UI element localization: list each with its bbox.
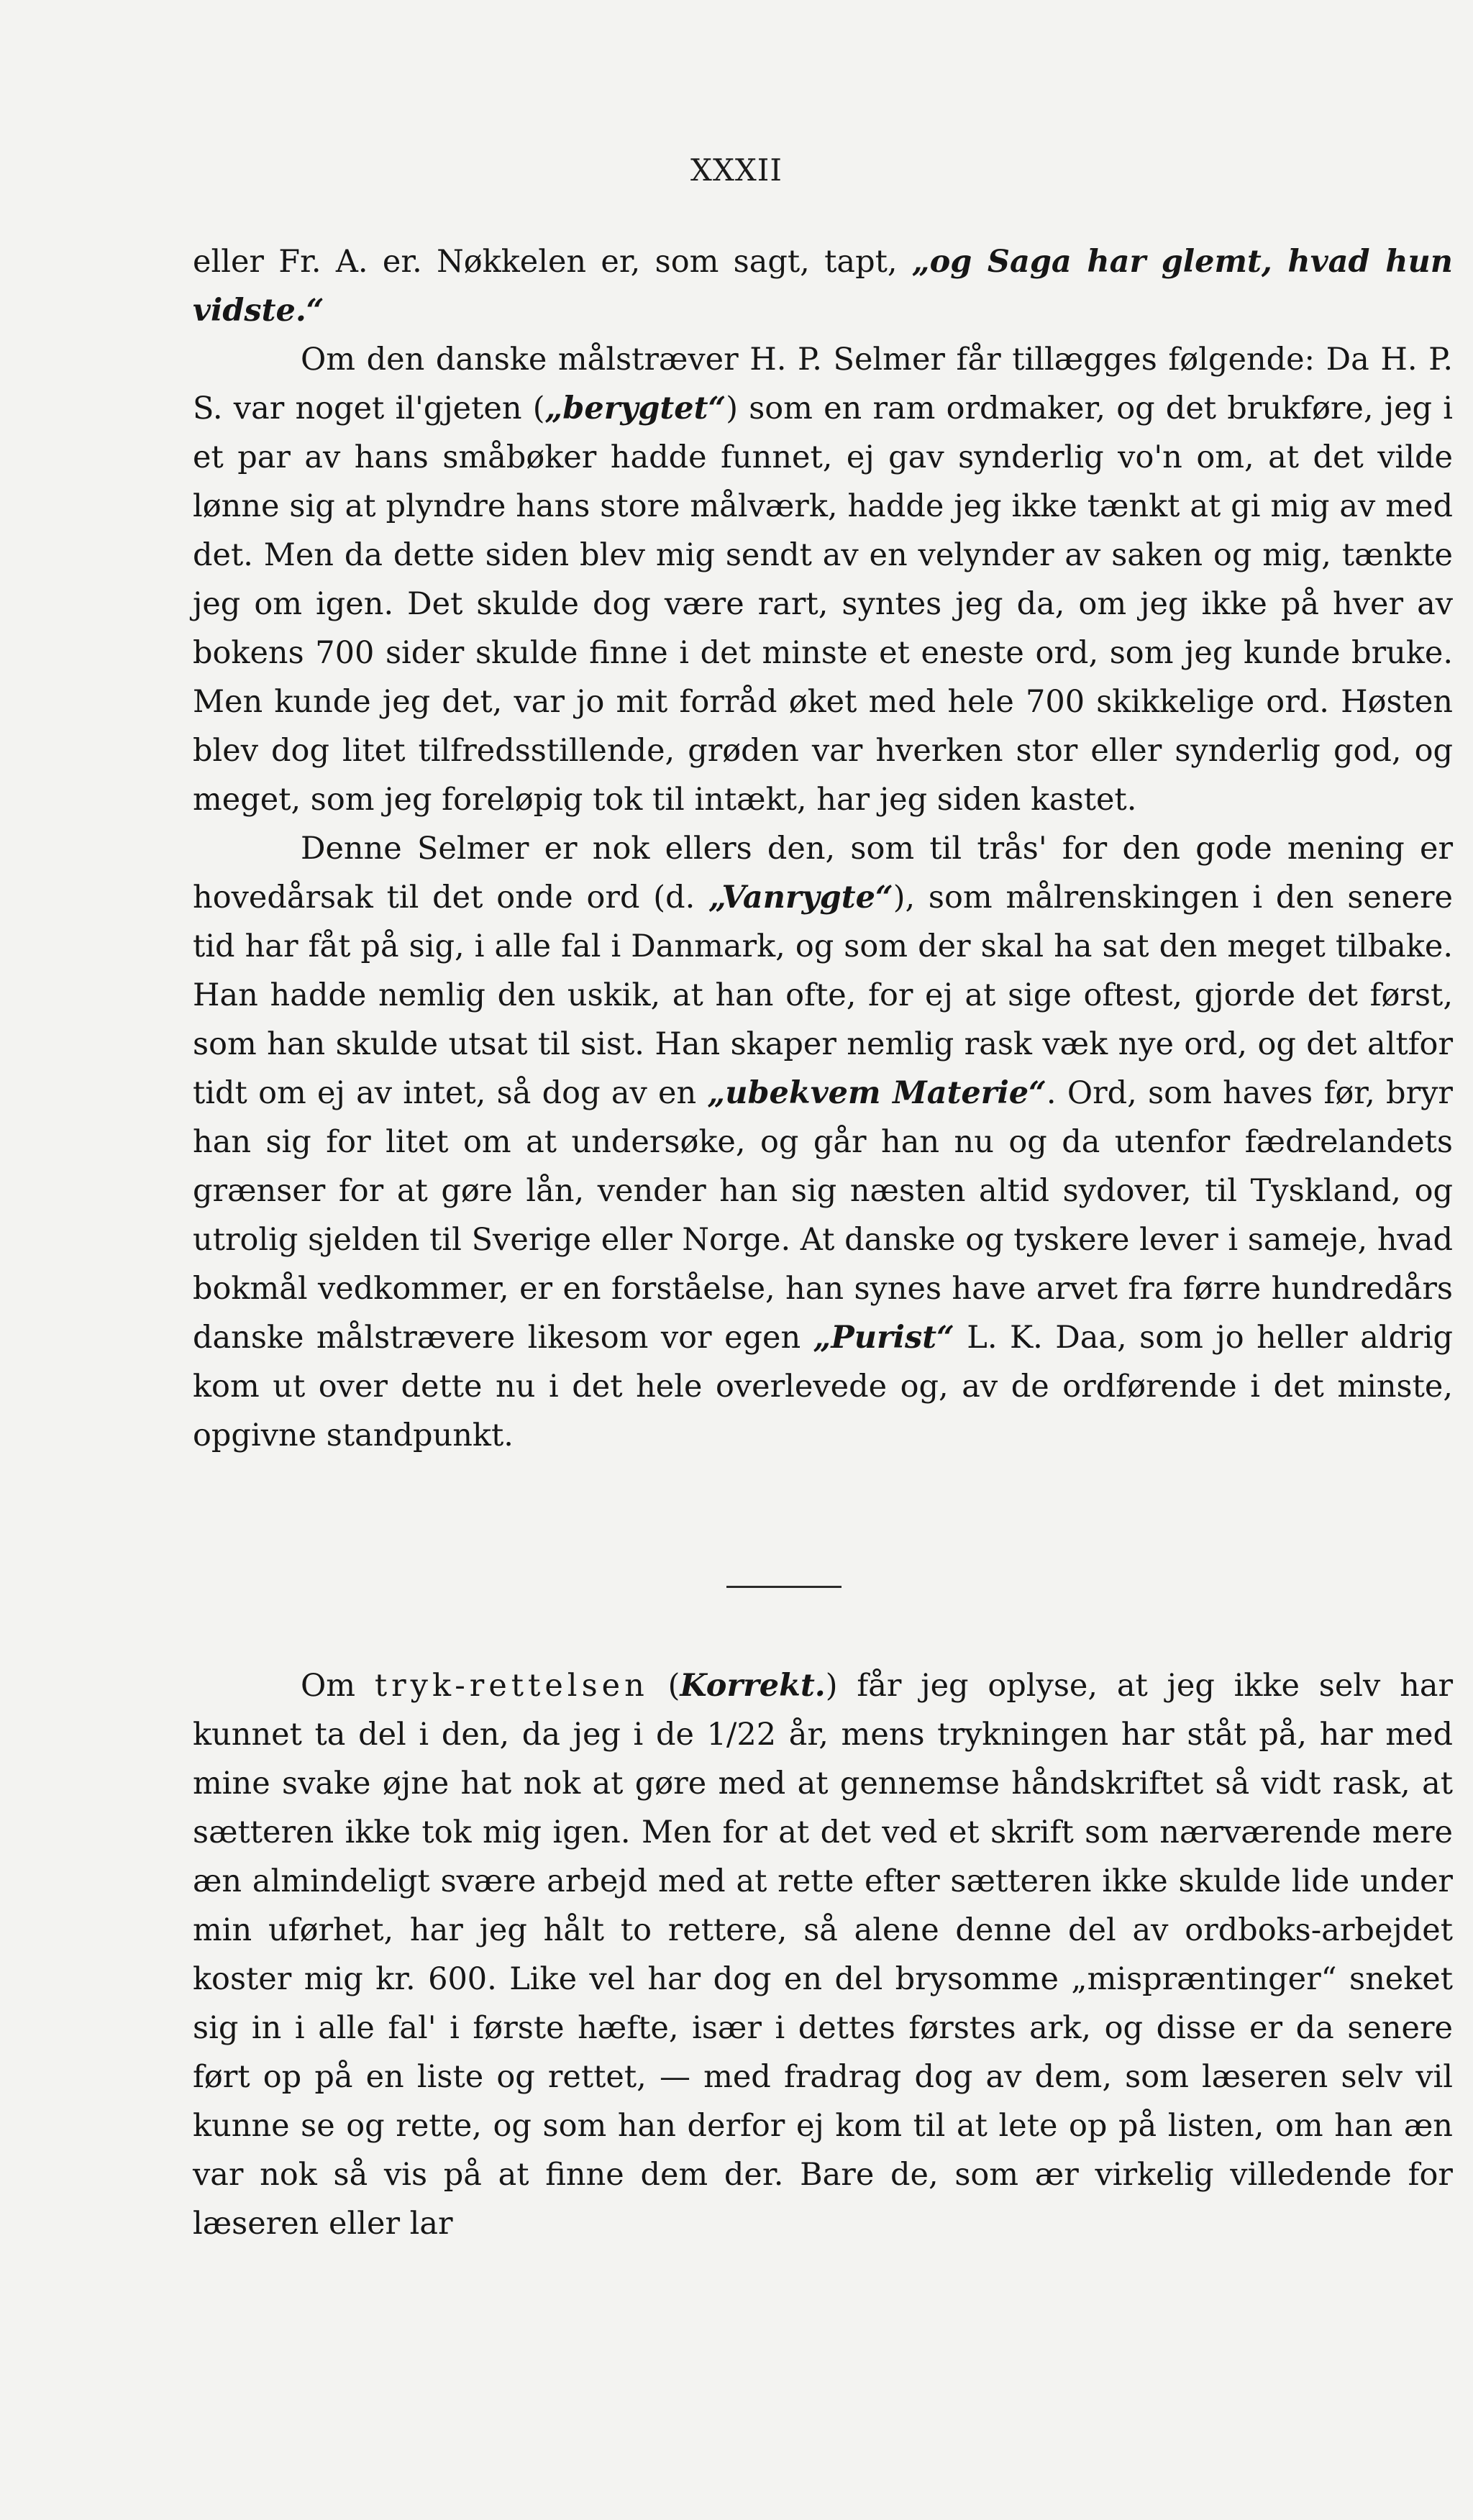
upper-text-block — [193, 237, 1453, 1460]
paragraph-3-text-start: Denne Selmer er nok ellers den, som til trås' for den gode mening er hovedårsak til det onde ord (d. — [193, 831, 1453, 916]
paragraph-1-text: eller Fr. A. er. Nøkkelen er, som sagt, tapt, — [193, 244, 912, 280]
page-number: XXXII — [690, 152, 783, 188]
paragraph-1 — [193, 237, 1453, 335]
paragraph-4-spaced-term: tryk-rettelsen — [374, 1668, 649, 1704]
paragraph-2-text-start: Om den danske målstræver H. P. Selmer får tillægges følgende: Da H. P. S. var noget il'gjeten ( — [193, 342, 1453, 426]
paragraph-4 — [193, 1661, 1453, 2248]
paragraph-3 — [193, 824, 1453, 1460]
paragraph-2-quote: „berygtet“ — [544, 391, 726, 426]
paragraph-4-text-start: Om — [301, 1668, 375, 1704]
paragraph-3-quote-3: „Purist“ — [813, 1320, 954, 1356]
paragraph-2-text-end: ) som en ram ordmaker, og det brukføre, jeg i et par av hans småbøker hadde funnet, ej gav synderlig vo'n om, at det vilde lønne sig at plyndre hans store målværk, hadde jeg ikke tænkt at gi mig av med det. Men da dette siden blev mig sendt av en velynder av saken og mig, tænkte jeg om igen. Det skulde dog være rart, syntes jeg da, om jeg ikke på hver av bokens 700 sider skulde finne i det minste et eneste ord, som jeg kunde bruke. Men kunde jeg det, var jo mit forråd øket med hele 700 skikkelige ord. Høsten blev dog litet tilfredsstillende, grøden var hverken stor eller synderlig god, og meget, som jeg foreløpig tok til intækt, har jeg siden kastet. — [193, 391, 1453, 818]
paragraph-3-text-mid: ), som målrenskingen i den senere tid har fåt på sig, i alle fal i Danmark, og som der skal ha sat den meget tilbake. Han hadde nemlig den uskik, at han ofte, for ej at sige oftest, gjorde det først, som han skulde utsat til sist. Han skaper nemlig rask væk nye ord, og det altfor tidt om ej av intet, så dog av en — [193, 880, 1453, 1111]
paragraph-3-quote-1: „Vanrygte“ — [708, 880, 893, 916]
paragraph-2 — [193, 335, 1453, 824]
paragraph-4-frak-term: Korrekt. — [680, 1668, 826, 1704]
paragraph-1-quote: „og Saga har glemt, hvad hun vidste.“ — [193, 244, 1453, 329]
paragraph-4-paren: ( — [648, 1668, 680, 1704]
section-divider — [726, 1586, 842, 1588]
paragraph-3-quote-2: „ubekvem Materie“ — [707, 1075, 1046, 1111]
paragraph-4-text-end: ) får jeg oplyse, at jeg ikke selv har kunnet ta del i den, da jeg i de 1/22 år, mens trykningen har ståt på, har med mine svake øjne hat nok at gøre med at gennemse håndskriftet så vidt rask, at sætteren ikke tok mig igen. Men for at det ved et skrift som nærværende mere æn almindeligt svære arbejd med at rette efter sætteren ikke skulde lide under min uførhet, har jeg hålt to rettere, så alene denne del av ordboks-arbejdet koster mig kr. 600. Like vel har dog en del brysomme „mispræntinger“ sneket sig in i alle fal' i første hæfte, især i dettes førstes ark, og disse er da senere ført op på en liste og rettet, — med fradrag dog av dem, som læseren selv vil kunne se og rette, og som han derfor ej kom til at lete op på listen, om han æn var nok så vis på at finne dem der. Bare de, som ær virkelig villedende for læseren eller lar — [193, 1668, 1454, 2242]
lower-text-block — [193, 1661, 1453, 2248]
paragraph-3-text-end: L. K. Daa, som jo heller aldrig kom ut over dette nu i det hele overlevede og, av de ordførende i det minste, opgivne standpunkt. — [193, 1320, 1453, 1453]
paragraph-3-text-mid-2: . Ord, som haves før, bryr han sig for litet om at undersøke, og går han nu og da utenfor fædrelandets grænser for at gøre lån, vender han sig næsten altid sydover, til Tyskland, og utrolig sjelden til Sverige eller Norge. At danske og tyskere lever i sameje, hvad bokmål vedkommer, er en forståelse, han synes have arvet fra førre hundredårs danske målstrævere likesom vor egen — [193, 1075, 1453, 1356]
